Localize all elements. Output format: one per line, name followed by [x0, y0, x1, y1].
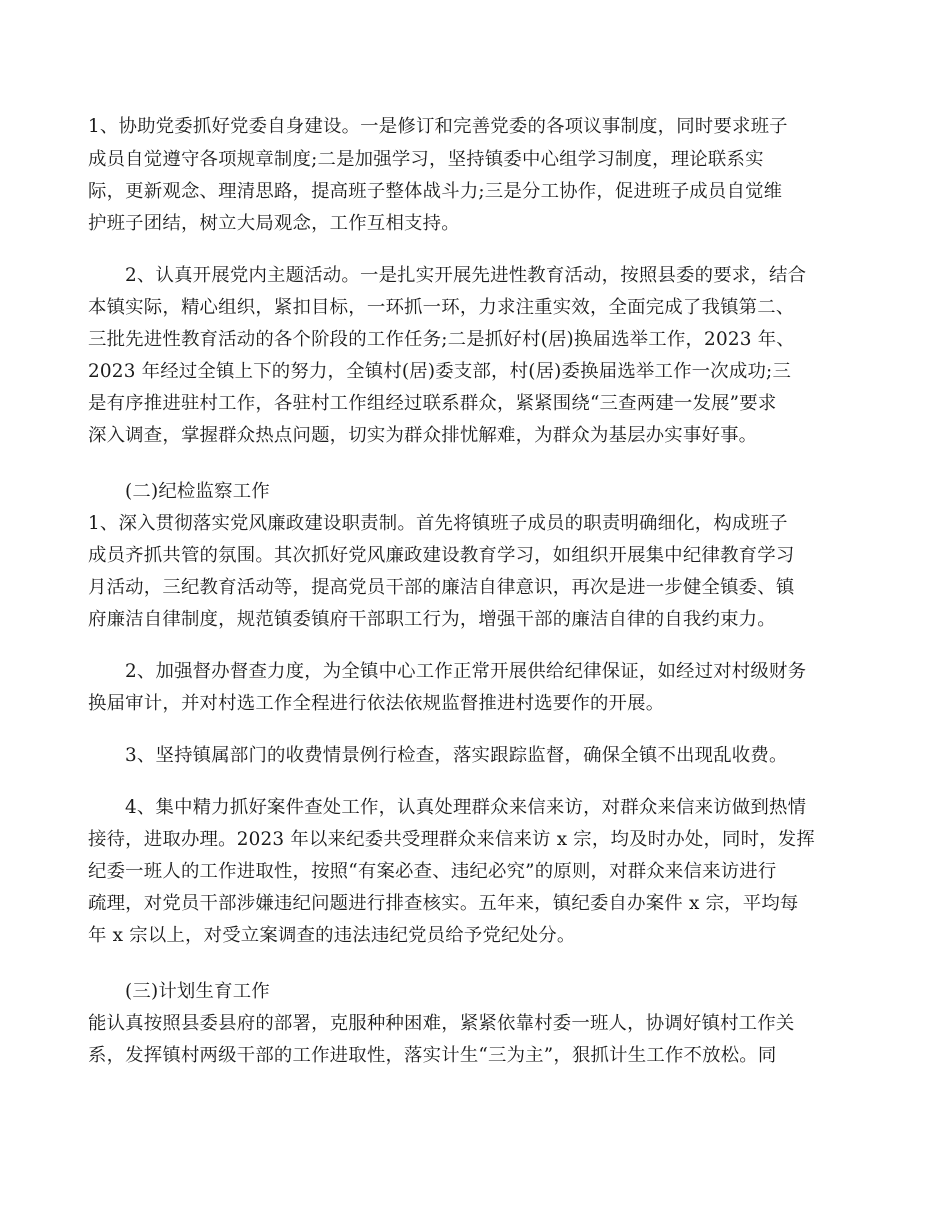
paragraph-1-line-4: 护班子团结，树立大局观念，工作互相支持。: [88, 213, 460, 234]
paragraph-6-line-4: 疏理，对党员干部涉嫌违纪问题进行排查核实。五年来，镇纪委自办案件 x 宗，平均每: [88, 893, 799, 914]
paragraph-7-line-1: 能认真按照县委县府的部署，克服种种困难，紧紧依靠村委一班人，协调好镇村工作关: [88, 1013, 795, 1034]
paragraph-6-line-5: 年 x 宗以上，对受立案调查的违法违纪党员给予党纪处分。: [88, 925, 576, 946]
paragraph-7-line-2: 系，发挥镇村两级干部的工作进取性，落实计生“三为主”，狠抓计生工作不放松。同: [88, 1045, 777, 1066]
paragraph-2-line-1: 2、认真开展党内主题活动。一是扎实开展先进性教育活动，按照县委的要求，结合: [125, 265, 807, 286]
paragraph-6-line-1: 4、集中精力抓好案件查处工作，认真处理群众来信来访，对群众来信来访做到热情: [125, 797, 807, 818]
paragraph-3-line-2: 成员齐抓共管的氛围。其次抓好党风廉政建设教育学习，如组织开展集中纪律教育学习: [88, 545, 795, 566]
paragraph-4-line-2: 换届审计，并对村选工作全程进行依法依规监督推进村选要作的开展。: [88, 693, 665, 714]
paragraph-5-line-1: 3、坚持镇属部门的收费情景例行检查，落实跟踪监督，确保全镇不出现乱收费。: [125, 745, 788, 766]
paragraph-3-line-1: 1、深入贯彻落实党风廉政建设职责制。首先将镇班子成员的职责明确细化，构成班子: [88, 513, 788, 534]
paragraph-3-line-4: 府廉洁自律制度，规范镇委镇府干部职工行为，增强干部的廉洁自律的自我约束力。: [88, 609, 776, 630]
section-heading-family-planning: (三)计划生育工作: [125, 981, 270, 1002]
section-heading-discipline: (二)纪检监察工作: [125, 481, 270, 502]
paragraph-2-line-2: 本镇实际，精心组织，紧扣目标，一环抓一环，力求注重实效，全面完成了我镇第二、: [88, 297, 795, 318]
paragraph-2-line-5: 是有序推进驻村工作，各驻村工作组经过联系群众，紧紧围绕“三查两建一发展”要求: [88, 393, 777, 414]
paragraph-6-line-2: 接待，进取办理。2023 年以来纪委共受理群众来信来访 x 宗，均及时办处，同时，发挥: [88, 829, 815, 850]
paragraph-3-line-3: 月活动，三纪教育活动等，提高党员干部的廉洁自律意识，再次是进一步健全镇委、镇: [88, 577, 795, 598]
paragraph-4-line-1: 2、加强督办督查力度，为全镇中心工作正常开展供给纪律保证，如经过对村级财务: [125, 661, 807, 682]
paragraph-1-line-1: 1、协助党委抓好党委自身建设。一是修订和完善党委的各项议事制度，同时要求班子: [88, 116, 788, 137]
paragraph-2-line-6: 深入调查，掌握群众热点问题，切实为群众排忧解难，为群众为基层办实事好事。: [88, 425, 758, 446]
paragraph-6-line-3: 纪委一班人的工作进取性，按照“有案必查、违纪必究”的原则，对群众来信来访进行: [88, 861, 777, 882]
paragraph-2-line-3: 三批先进性教育活动的各个阶段的工作任务;二是抓好村(居)换届选举工作，2023 年、: [88, 329, 795, 350]
paragraph-1-line-3: 际，更新观念、理清思路，提高班子整体战斗力;三是分工协作，促进班子成员自觉维: [88, 181, 783, 202]
paragraph-2-line-4: 2023 年经过全镇上下的努力，全镇村(居)委支部，村(居)委换届选举工作一次成功;三: [88, 361, 792, 382]
paragraph-1-line-2: 成员自觉遵守各项规章制度;二是加强学习，坚持镇委中心组学习制度，理论联系实: [88, 149, 764, 170]
